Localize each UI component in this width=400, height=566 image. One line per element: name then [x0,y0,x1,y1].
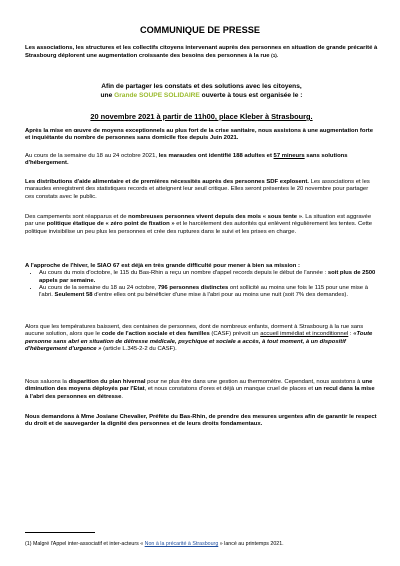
p6-pre: Alors que les températures baissent, des centaines de personnes, dont de nombreux enfants, dorment à Strasbourg à la rue sans aucune solution, alors que le [25,324,364,338]
paragraph-maraudes [25,153,378,168]
p2-post: sans solutions d'hébergement. [25,153,348,167]
paragraph-siao [25,263,378,299]
invitation [25,83,378,100]
paragraph-casf [25,324,378,353]
bullet-1-bold: soit plus de 2500 appels par semaine. [39,270,376,284]
paragraph-plan-hivernal [25,379,378,401]
footnote-link[interactable]: Non à la précarité à Strasbourg [144,541,219,547]
invitation-line-1: Afin de partager les constats et des solutions avec les citoyens, [101,83,302,90]
list-item [39,270,378,285]
p7-pre: Nous saluons la [25,379,69,385]
p2-pre: Au cours de la semaine du 18 au 24 octobre 2021, [25,153,159,159]
p6-quote: «Toute personne sans abri en situation de détresse médicale, psychique et sociale a accès, à tout moment, à un dispositif d'hébergement d'urgence » [25,331,373,352]
p4-mid: . La situation est aggravée par une [25,214,372,228]
p6-mid-2: : [348,331,354,338]
intro-text: Les associations, les structures et les collectifs citoyens intervenant auprès des personnes en situation de grande précarité à Strasbourg déplorent une augmentation croissante des besoins des personnes à la rue [25,45,378,60]
p4-post: et le harcèlement des autorités qui enlèvent régulièrement les tentes. Cette politique invisibilise un peu plus les personnes et crée des ruptures dans le suivi et les prises en charge. [25,221,373,235]
bullet-2-post: d'entre elles ont pu bénéficier d'une mise à l'abri pour au moins une nuit (soit 7% des demandes). [92,292,349,299]
p2-bold: les maraudes ont identifié 188 adultes [158,153,266,159]
paragraph-campements [25,214,378,236]
siao-bullet-list [25,270,378,299]
invitation-pre: une [100,91,115,99]
bullet-2-mid: ont sollicité au moins une fois le 115 pour une mise à l'abri. [39,284,368,299]
p7-bold-2: une diminution des moyens déployés par l'Etat [25,379,373,393]
p7-bold-3: un recul dans la mise à l'abri des personnes en détresse [25,386,375,400]
bullet-2-bold-1: 796 personnes distinctes [157,284,229,291]
paragraph-demand: Nous demandons à Mme Josiane Chevalier, Préfète du Bas-Rhin, de prendre des mesures urgentes afin de garantir le respect du droit et de sauvegarder la dignité des personnes et de leurs droits fondamentaux. [25,414,377,428]
footnote-pre: (1) Malgré l'Appel inter-associatif et inter-acteurs « [25,541,145,547]
p7-post: . [121,393,123,400]
event-date-location: 20 novembre 2021 à partir de 11h00, place Kleber à Strasbourg. [90,112,313,121]
footnote-divider [25,532,95,533]
paragraph-increase: Après la mise en œuvre de moyens exceptionnels au plus fort de la crise sanitaire, nous assistons à une augmentation forte et inquiétante du nombre de personnes sans domicile fixe depuis Juin 2021. [25,128,373,142]
p4-bold-1: nombreuses personnes vivent depuis des mois « sous tente » [128,214,302,220]
p7-mid-1: pour ne plus être dans une gestion au thermomètre. Cependant, nous assistons à [145,379,362,385]
invitation-post: ouverte à tous est organisée le : [199,91,303,99]
p3-bold: Les distributions d'aide alimentaire et de premières nécessités auprès des personnes SDF explosent. [25,179,309,185]
p6-post: (article L.345-2-2 du CASF). [101,345,177,352]
paragraph-distributions [25,179,378,201]
p6-bold: code de l'action sociale et des familles [101,331,210,338]
intro-footnote-ref: (1). [271,53,279,59]
p7-mid-2: , et nous constatons d'ores et déjà un manque cruel de places et [144,386,315,393]
p4-pre: Des campements sont réapparus et de [25,214,129,220]
invitation-line-2 [25,92,378,101]
p7-bold-1: disparition du plan hivernal [68,379,146,385]
intro-paragraph [25,45,378,61]
footnote-post: » lancé au printemps 2021. [218,541,284,547]
soupe-solidaire-highlight: Grande SOUPE SOLIDAIRE [114,91,200,99]
p6-underline: accueil immédiat et inconditionnel [260,331,349,338]
document-title: COMMUNIQUE DE PRESSE [140,25,260,35]
p3-text: Les associations et les maraudes enregistrent des statistiques records et atteignent leur seuil critique. Elles seront présentes le 20 novembre pour partager ces constats avec le public. [25,179,370,200]
p2-minors: 57 mineurs [273,153,305,159]
p2-mid: et [265,153,274,159]
p6-mid-1: (CASF) prévoit un [209,331,261,338]
list-item [39,285,378,300]
bullet-2-text: Au cours de la semaine du 18 au 24 octobre, [39,284,158,291]
bullet-2-bold-2: Seulement 58 [54,292,93,299]
bullet-1-text: Au cours du mois d'octobre, le 115 du Bas-Rhin a reçu un nombre d'appel records depuis le début de l'année : [39,270,328,277]
p4-bold-2: politique étatique de « zéro point de fixation » [46,221,175,228]
p5-lead: A l'approche de l'hiver, le SIAO 67 est déjà en très grande difficulté pour mener à bien sa mission : [25,263,300,269]
footnote [25,541,380,547]
